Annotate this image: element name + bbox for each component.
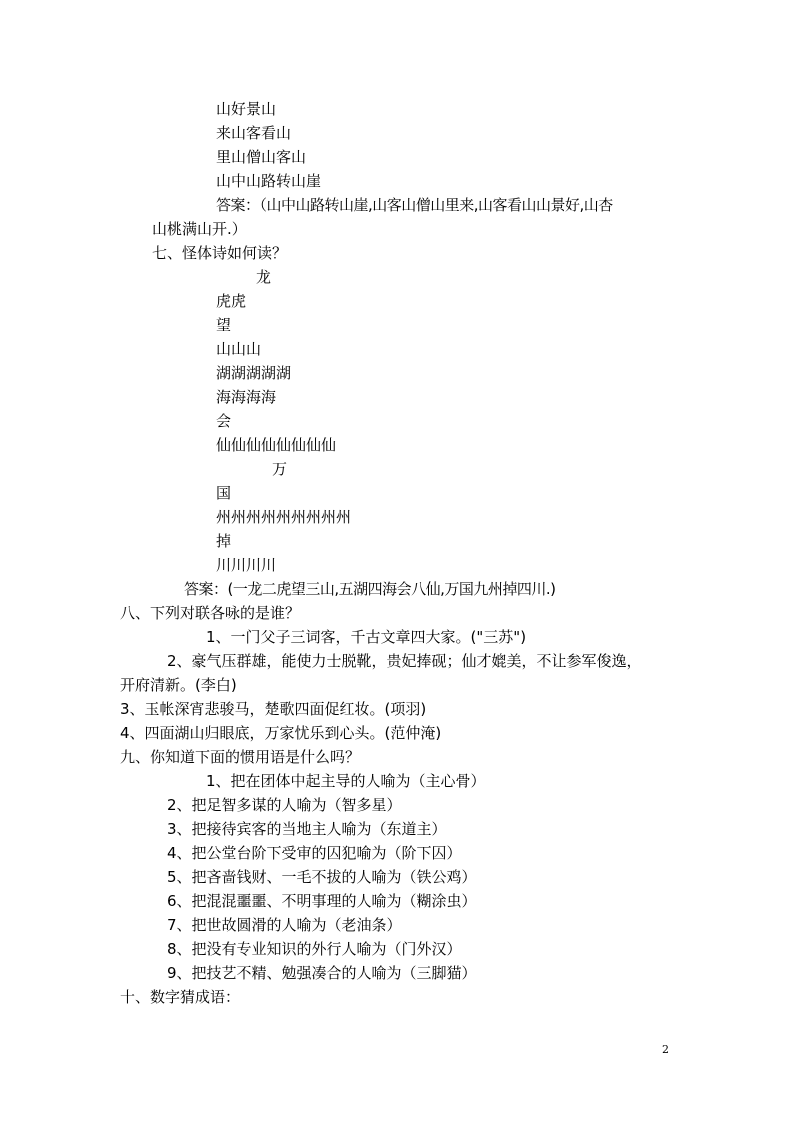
text-line: 山桃满山开.） [152,220,247,238]
text-line: 开府清新。(李白) [120,676,237,694]
poem-line: 虎虎 [216,292,247,310]
section-heading: 七、怪体诗如何读？ [152,244,288,262]
page-number: 2 [662,1043,669,1056]
section-heading: 九、你知道下面的惯用语是什么吗？ [120,748,361,766]
poem-line: 山山山 [216,340,262,358]
text-line: 山中山路转山崖 [216,172,322,190]
section-heading: 十、数字猜成语： [120,988,241,1006]
text-line: 答案：(一龙二虎望三山,五湖四海会八仙,万国九州掉四川.) [184,580,556,598]
text-line: 山好景山 [216,100,277,118]
list-item: 1、一门父子三词客，千古文章四大家。("三苏") [206,628,527,646]
poem-line: 望 [216,316,232,334]
list-item: 4、把公堂台阶下受审的囚犯喻为（阶下囚） [167,844,462,862]
list-item: 9、把技艺不精、勉强凑合的人喻为（三脚猫） [167,964,477,982]
list-item: 3、玉帐深宵悲骏马，楚歌四面促红妆。(项羽) [120,700,427,718]
poem-line: 川川川川 [216,556,277,574]
list-item: 7、把世故圆滑的人喻为（老油条） [167,916,402,934]
poem-line: 掉 [216,532,232,550]
poem-line: 仙仙仙仙仙仙仙仙 [216,436,337,454]
list-item: 6、把混混噩噩、不明事理的人喻为（糊涂虫） [167,892,477,910]
list-item: 3、把接待宾客的当地主人喻为（东道主） [167,820,447,838]
text-line: 来山客看山 [216,124,292,142]
poem-line: 会 [216,412,232,430]
list-item: 1、把在团体中起主导的人喻为（主心骨） [206,772,486,790]
list-item: 2、把足智多谋的人喻为（智多星） [167,796,402,814]
list-item: 5、把吝啬钱财、一毛不拔的人喻为（铁公鸡） [167,868,477,886]
text-line: 答案：（山中山路转山崖,山客山僧山里来,山客看山山景好,山杏 [216,196,613,214]
section-heading: 八、下列对联各咏的是谁？ [120,604,301,622]
list-item: 2、豪气压群雄，能使力士脱靴，贵妃捧砚；仙才媲美，不让参军俊逸， [167,652,642,670]
poem-line: 海海海海 [216,388,277,406]
list-item: 4、四面湖山归眼底，万家忧乐到心头。(范仲淹) [120,724,442,742]
poem-char: 龙 [256,268,272,286]
poem-line: 州州州州州州州州州 [216,508,352,526]
poem-line: 湖湖湖湖湖 [216,364,292,382]
list-item: 8、把没有专业知识的外行人喻为（门外汉） [167,940,462,958]
poem-line: 国 [216,484,232,502]
poem-char: 万 [272,460,288,478]
text-line: 里山僧山客山 [216,148,307,166]
